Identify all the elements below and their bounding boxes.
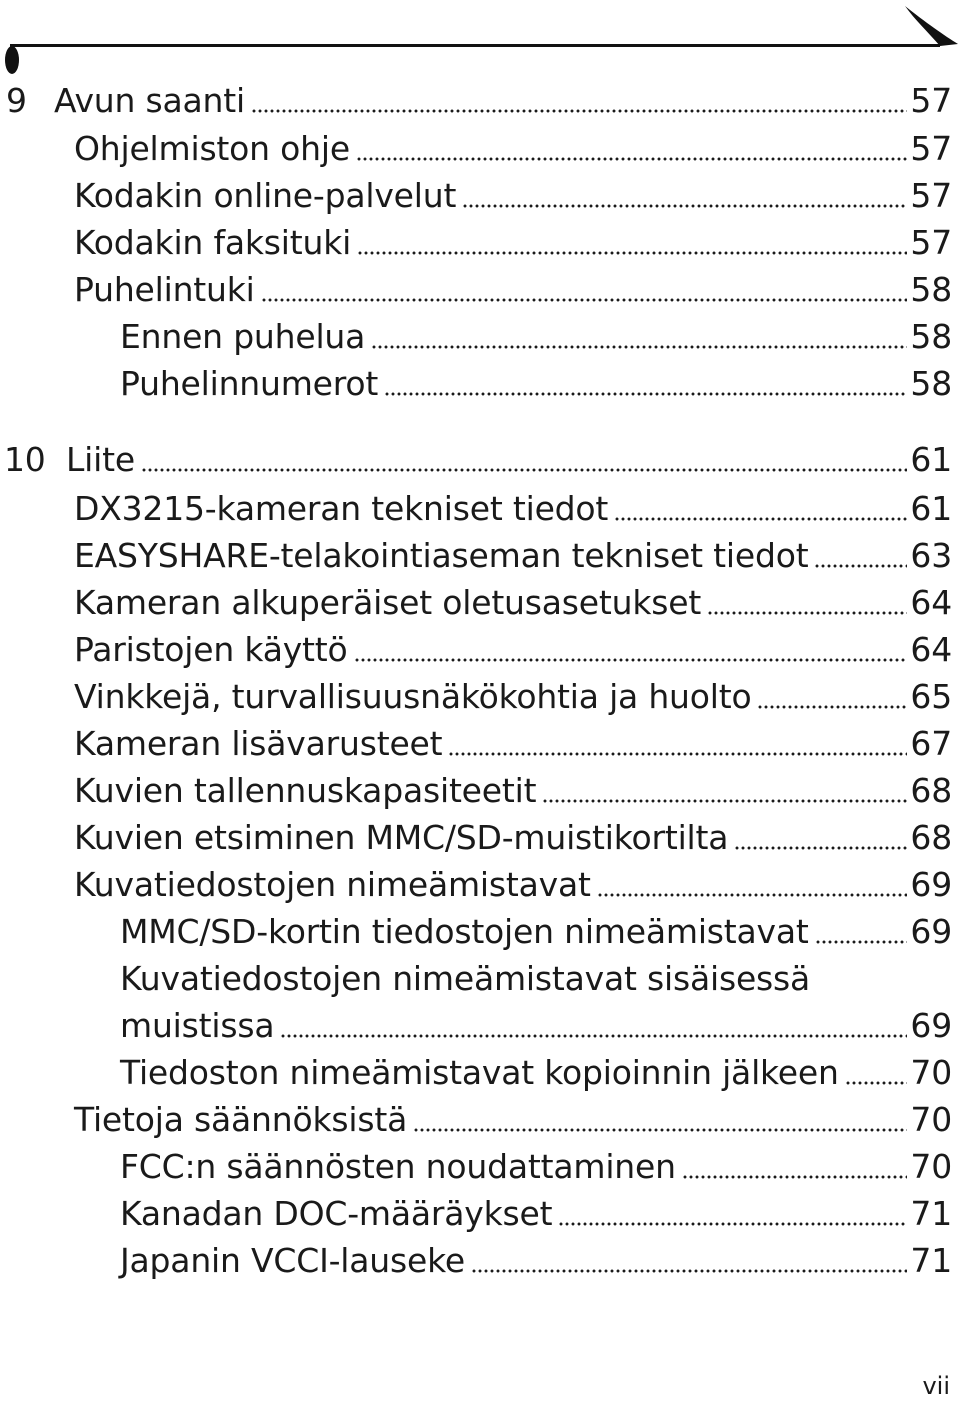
toc-entry[interactable] <box>0 815 952 861</box>
dot-leader <box>462 204 907 208</box>
toc-subentry-wrapped-line1[interactable] <box>0 956 952 1002</box>
toc-chapter-9[interactable] <box>0 78 952 124</box>
dot-leader <box>357 251 907 255</box>
entry-title: Kodakin online-palvelut <box>74 176 457 215</box>
entry-title: MMC/SD-kortin tiedostojen nimeämistavat <box>120 912 809 951</box>
chapter-number: 9 <box>6 81 27 120</box>
toc-entry[interactable] <box>0 1097 952 1143</box>
dot-leader <box>734 846 907 850</box>
toc-entry[interactable] <box>0 267 952 313</box>
page-ref: 68 <box>910 818 952 857</box>
dot-leader <box>815 940 908 944</box>
page-ref: 69 <box>910 912 952 951</box>
page-ref: 58 <box>910 270 952 309</box>
entry-title: Kuvien tallennuskapasiteetit <box>74 771 537 810</box>
entry-title: Kodakin faksituki <box>74 223 352 262</box>
toc-subentry[interactable] <box>0 314 952 360</box>
dot-leader <box>384 392 907 396</box>
page-ref: 64 <box>910 630 952 669</box>
entry-title: Puhelintuki <box>74 270 255 309</box>
entry-title: Kameran alkuperäiset oletusasetukset <box>74 583 702 622</box>
chapter-number: 10 <box>4 440 46 479</box>
toc-entry[interactable] <box>0 126 952 172</box>
dot-leader <box>261 298 908 302</box>
toc-subentry[interactable] <box>0 1144 952 1190</box>
entry-title: Puhelinnumerot <box>120 364 379 403</box>
toc-subentry[interactable] <box>0 1050 952 1096</box>
toc-entry[interactable] <box>0 721 952 767</box>
dot-leader <box>814 564 907 568</box>
footer-page-number: vii <box>922 1372 950 1400</box>
toc-entry[interactable] <box>0 486 952 532</box>
page-ref: 67 <box>910 724 952 763</box>
dot-leader <box>354 658 908 662</box>
page-ref: 69 <box>910 865 952 904</box>
dot-leader <box>757 705 907 709</box>
entry-title: Japanin VCCI-lauseke <box>120 1241 465 1280</box>
entry-title: Kuvatiedostojen nimeämistavat <box>74 865 591 904</box>
entry-title: Kuvatiedostojen nimeämistavat sisäisessä <box>120 959 811 998</box>
dot-leader <box>597 893 908 897</box>
page-ref: 70 <box>910 1053 952 1092</box>
entry-title: Kanadan DOC-määräykset <box>120 1194 553 1233</box>
page-ref: 57 <box>910 129 952 168</box>
page-ref: 61 <box>910 440 952 479</box>
page-ref: 71 <box>910 1194 952 1233</box>
dot-leader <box>707 611 907 615</box>
toc-chapter-10[interactable] <box>0 437 952 483</box>
dot-leader <box>280 1034 907 1038</box>
page-ref: 58 <box>910 317 952 356</box>
header-rule <box>0 0 960 80</box>
toc-subentry[interactable] <box>0 1191 952 1237</box>
dot-leader <box>542 799 907 803</box>
dot-leader <box>371 345 907 349</box>
toc-entry[interactable] <box>0 173 952 219</box>
entry-title: DX3215-kameran tekniset tiedot <box>74 489 609 528</box>
entry-title: Vinkkejä, turvallisuusnäkökohtia ja huolto <box>74 677 752 716</box>
chapter-title: Avun saanti <box>54 81 245 120</box>
page-ref: 71 <box>910 1241 952 1280</box>
toc-entry[interactable] <box>0 220 952 266</box>
entry-title: Kuvien etsiminen MMC/SD-muistikortilta <box>74 818 729 857</box>
toc-entry[interactable] <box>0 674 952 720</box>
dot-leader <box>448 752 907 756</box>
toc-entry[interactable] <box>0 862 952 908</box>
entry-title: Tietoja säännöksistä <box>74 1100 408 1139</box>
entry-title: FCC:n säännösten noudattaminen <box>120 1147 676 1186</box>
entry-title-continuation: muistissa <box>120 1006 275 1045</box>
header-rule-line <box>10 44 940 47</box>
dot-leader <box>614 517 907 521</box>
dot-leader <box>413 1128 907 1132</box>
entry-title: Tiedoston nimeämistavat kopioinnin jälkeen <box>120 1053 839 1092</box>
toc-subentry[interactable] <box>0 361 952 407</box>
dot-leader <box>682 1175 908 1179</box>
toc-entry[interactable] <box>0 768 952 814</box>
entry-title: Ennen puhelua <box>120 317 366 356</box>
header-rule-right-swash <box>905 6 958 46</box>
dot-leader <box>558 1222 907 1226</box>
page-ref: 68 <box>910 771 952 810</box>
entry-title: Kameran lisävarusteet <box>74 724 443 763</box>
toc-entry[interactable] <box>0 533 952 579</box>
toc-subentry-wrapped-line2[interactable] <box>0 1003 952 1049</box>
page-ref: 65 <box>910 677 952 716</box>
toc-subentry[interactable] <box>0 909 952 955</box>
dot-leader <box>141 468 907 472</box>
chapter-title: Liite <box>66 440 135 479</box>
entry-title: Ohjelmiston ohje <box>74 129 350 168</box>
dot-leader <box>845 1081 908 1085</box>
dot-leader <box>471 1269 907 1273</box>
page-ref: 58 <box>910 364 952 403</box>
page-ref: 63 <box>910 536 952 575</box>
dot-leader <box>356 157 907 161</box>
entry-title: Paristojen käyttö <box>74 630 348 669</box>
page-ref: 70 <box>910 1100 952 1139</box>
page-ref: 69 <box>910 1006 952 1045</box>
toc-entry[interactable] <box>0 627 952 673</box>
page-ref: 57 <box>910 176 952 215</box>
page-ref: 61 <box>910 489 952 528</box>
toc-entry[interactable] <box>0 580 952 626</box>
page-ref: 70 <box>910 1147 952 1186</box>
dot-leader <box>251 109 907 113</box>
header-rule-left-dot <box>5 46 19 74</box>
page-ref: 64 <box>910 583 952 622</box>
page-ref: 57 <box>910 81 952 120</box>
page-ref: 57 <box>910 223 952 262</box>
entry-title: EASYSHARE-telakointiaseman tekniset tiedot <box>74 536 809 575</box>
toc-subentry[interactable] <box>0 1238 952 1284</box>
